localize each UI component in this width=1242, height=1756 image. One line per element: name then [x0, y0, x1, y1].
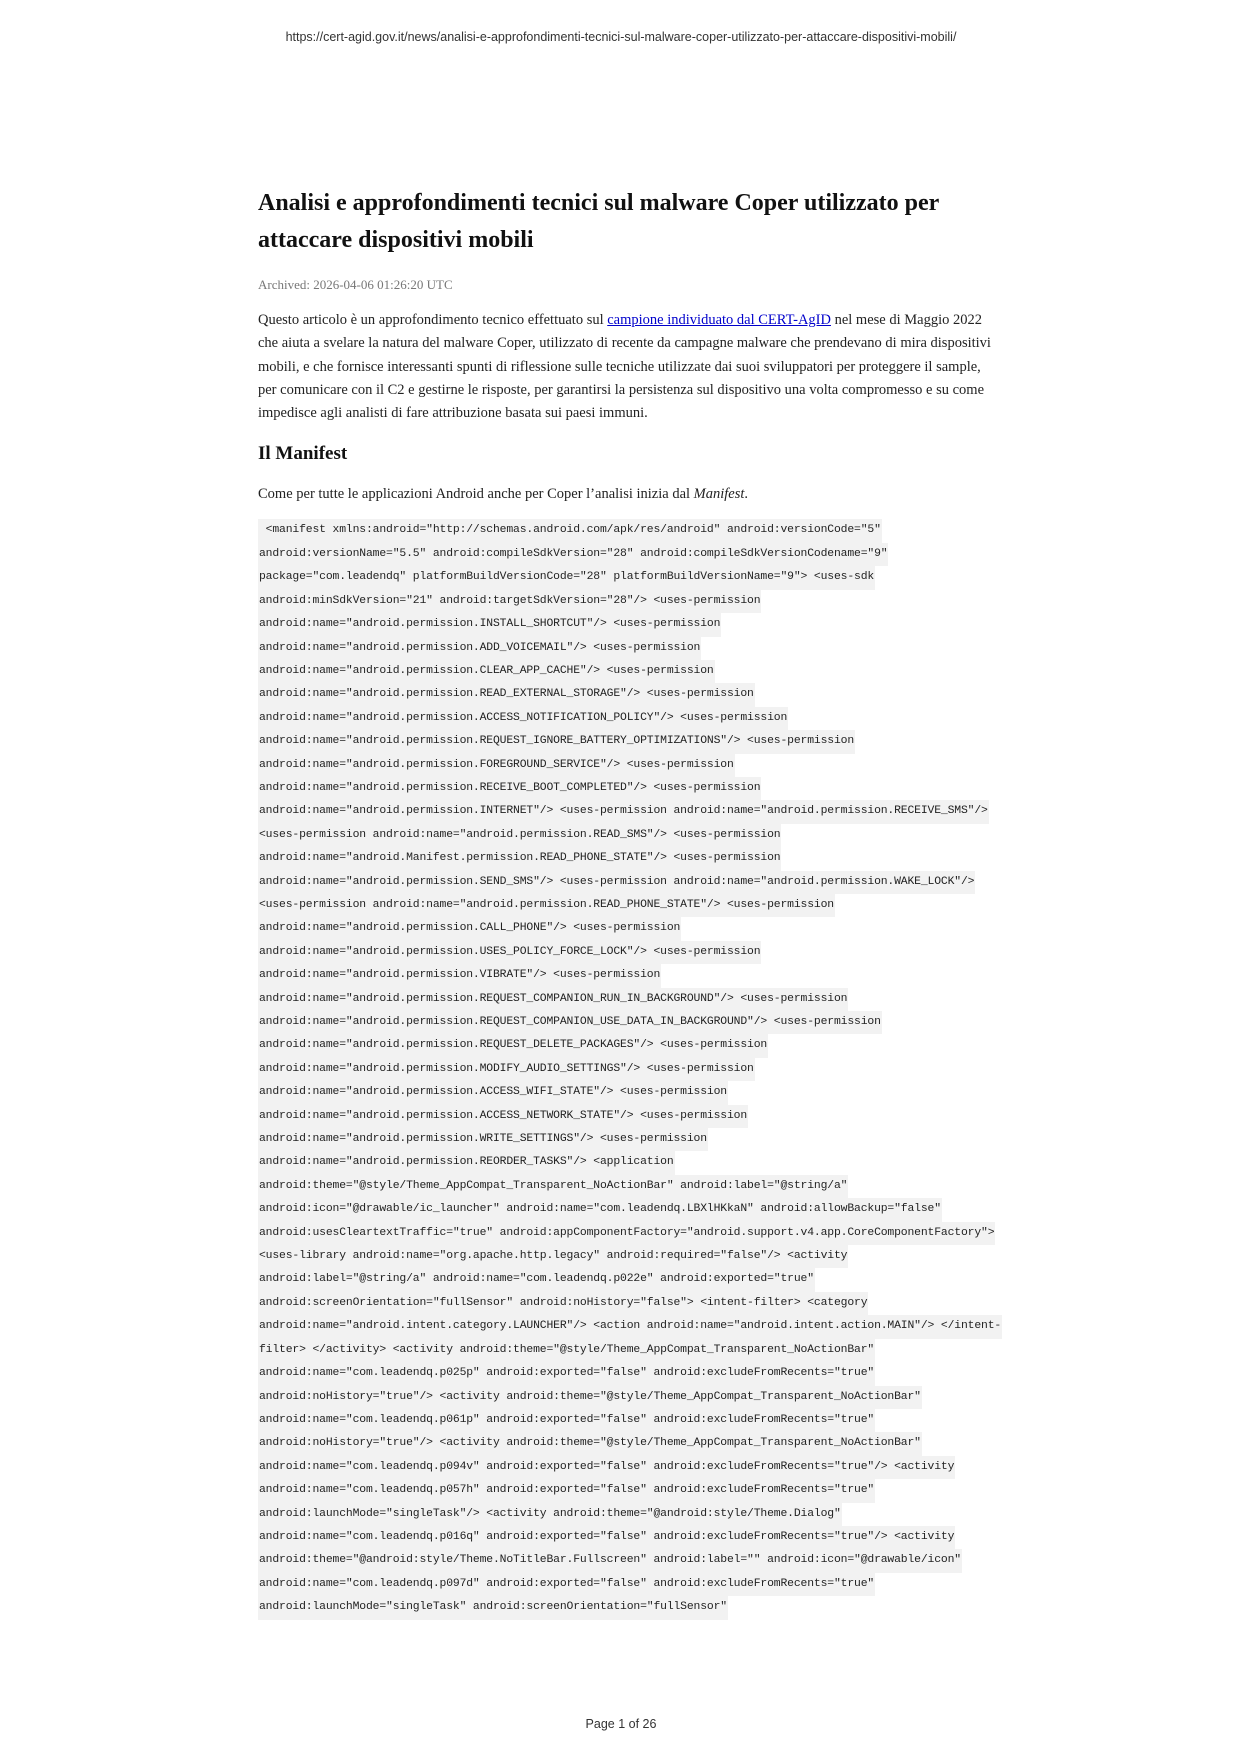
code-line: android:name="android.permission.INSTALL_SHORTCUT"/> <uses-permission: [258, 613, 721, 636]
page-url: https://cert-agid.gov.it/news/analisi-e-approfondimenti-tecnici-sul-malware-coper-utilizzato-per-attaccare-dispositivi-mobili/: [285, 30, 957, 44]
manifest-emphasis: Manifest: [693, 486, 745, 503]
archived-timestamp: Archived: 2026-04-06 01:26:20 UTC: [258, 277, 453, 292]
code-line: android:name="android.permission.REQUEST_COMPANION_USE_DATA_IN_BACKGROUND"/> <uses-permission: [258, 1011, 882, 1034]
code-line: android:noHistory="true"/> <activity android:theme="@style/Theme_AppCompat_Transparent_NoActionBar": [258, 1386, 922, 1409]
code-line: android:usesCleartextTraffic="true" android:appComponentFactory="android.support.v4.app.CoreComponentFactory">: [258, 1222, 995, 1245]
code-line: android:name="android.permission.READ_EXTERNAL_STORAGE"/> <uses-permission: [258, 683, 755, 706]
code-line: android:label="@string/a" android:name="com.leadendq.p022e" android:exported="true": [258, 1268, 815, 1291]
manifest-code-block: [258, 519, 1002, 1619]
code-line: android:name="android.permission.SEND_SMS"/> <uses-permission android:name="android.permission.WAKE_LOCK"/>: [258, 871, 975, 894]
code-line: android:name="android.permission.REQUEST_DELETE_PACKAGES"/> <uses-permission: [258, 1034, 768, 1057]
code-line: android:noHistory="true"/> <activity android:theme="@style/Theme_AppCompat_Transparent_NoActionBar": [258, 1432, 922, 1455]
code-line: android:name="android.permission.USES_POLICY_FORCE_LOCK"/> <uses-permission: [258, 941, 761, 964]
code-line: filter> </activity> <activity android:theme="@style/Theme_AppCompat_Transparent_NoActionBar": [258, 1339, 875, 1362]
code-line: android:minSdkVersion="21" android:targetSdkVersion="28"/> <uses-permission: [258, 590, 761, 613]
code-line: android:theme="@android:style/Theme.NoTitleBar.Fullscreen" android:label="" android:icon="@drawable/icon": [258, 1549, 962, 1572]
code-line: android:name="android.permission.INTERNET"/> <uses-permission android:name="android.permission.RECEIVE_SMS"/>: [258, 800, 989, 823]
code-line: android:name="com.leadendq.p094v" android:exported="false" android:excludeFromRecents="true"/> <activity: [258, 1456, 955, 1479]
code-line: <uses-permission android:name="android.permission.READ_SMS"/> <uses-permission: [258, 824, 781, 847]
code-line: android:name="android.permission.MODIFY_AUDIO_SETTINGS"/> <uses-permission: [258, 1058, 755, 1081]
intro-text-before: Questo articolo è un approfondimento tecnico effettuato sul: [258, 312, 608, 328]
code-line: android:name="android.permission.ACCESS_NETWORK_STATE"/> <uses-permission: [258, 1105, 748, 1128]
code-line: <uses-library android:name="org.apache.http.legacy" android:required="false"/> <activity: [258, 1245, 848, 1268]
code-line: android:launchMode="singleTask"/> <activity android:theme="@android:style/Theme.Dialog": [258, 1503, 842, 1526]
cert-agid-sample-link[interactable]: campione individuato dal CERT-AgID: [607, 312, 831, 328]
section-heading-manifest: Il Manifest: [258, 443, 348, 465]
code-line: android:name="android.permission.VIBRATE"/> <uses-permission: [258, 964, 661, 987]
intro-paragraph: [258, 309, 998, 425]
code-line: android:name="com.leadendq.p057h" android:exported="false" android:excludeFromRecents="true": [258, 1479, 875, 1502]
code-line: <manifest xmlns:android="http://schemas.android.com/apk/res/android" android:versionCode="5": [258, 519, 882, 542]
code-line: android:name="android.permission.REQUEST_COMPANION_RUN_IN_BACKGROUND"/> <uses-permission: [258, 988, 848, 1011]
code-line: android:name="android.permission.ACCESS_NOTIFICATION_POLICY"/> <uses-permission: [258, 707, 788, 730]
page-number: Page 1 of 26: [585, 1717, 657, 1731]
code-line: android:name="android.permission.WRITE_SETTINGS"/> <uses-permission: [258, 1128, 708, 1151]
code-line: android:name="android.permission.CLEAR_APP_CACHE"/> <uses-permission: [258, 660, 715, 683]
code-line: android:launchMode="singleTask" android:screenOrientation="fullSensor": [258, 1596, 728, 1619]
intro-text-after: nel mese di Maggio 2022 che aiuta a svelare la natura del malware Coper, utilizzato di recente da campagne malware che prendevano di mira dispositivi mobili, e che fornisce interessanti spunti di riflessione sulle tecniche utilizzate dai suoi sviluppatori per proteggere il sample, per comunicare con il C2 e gestirne le risposte, per garantirsi la persistenza sul dispositivo una volta compromesso e su come impedisce agli analisti di fare attribuzione basata sui paesi immuni.: [258, 312, 991, 422]
code-line: android:name="android.intent.category.LAUNCHER"/> <action android:name="android.intent.action.MAIN"/> </intent-: [258, 1315, 1002, 1338]
code-line: android:versionName="5.5" android:compileSdkVersion="28" android:compileSdkVersionCodename="9": [258, 543, 888, 566]
code-line: android:name="com.leadendq.p025p" android:exported="false" android:excludeFromRecents="true": [258, 1362, 875, 1385]
code-line: android:name="android.permission.FOREGROUND_SERVICE"/> <uses-permission: [258, 754, 735, 777]
article-title-line1: Analisi e approfondimenti tecnici sul malware Coper utilizzato per: [258, 190, 940, 216]
code-line: android:name="android.permission.RECEIVE_BOOT_COMPLETED"/> <uses-permission: [258, 777, 761, 800]
code-line: android:name="android.permission.ADD_VOICEMAIL"/> <uses-permission: [258, 637, 701, 660]
article-title-line2: attaccare dispositivi mobili: [258, 227, 534, 253]
article: [258, 185, 1002, 1620]
code-line: android:screenOrientation="fullSensor" android:noHistory="false"> <intent-filter> <category: [258, 1292, 868, 1315]
manifest-intro-paragraph: [258, 486, 998, 503]
code-line: android:theme="@style/Theme_AppCompat_Transparent_NoActionBar" android:label="@string/a": [258, 1175, 848, 1198]
code-line: android:name="android.permission.ACCESS_WIFI_STATE"/> <uses-permission: [258, 1081, 728, 1104]
article-title: [258, 185, 998, 259]
code-line: android:name="com.leadendq.p061p" android:exported="false" android:excludeFromRecents="true": [258, 1409, 875, 1432]
code-line: package="com.leadendq" platformBuildVersionCode="28" platformBuildVersionName="9"> <uses-sdk: [258, 566, 875, 589]
code-line: android:name="android.Manifest.permission.READ_PHONE_STATE"/> <uses-permission: [258, 847, 781, 870]
manifest-intro-end: .: [744, 486, 749, 503]
code-line: android:name="com.leadendq.p097d" android:exported="false" android:excludeFromRecents="true": [258, 1573, 875, 1596]
code-line: android:name="android.permission.CALL_PHONE"/> <uses-permission: [258, 917, 681, 940]
code-line: <uses-permission android:name="android.permission.READ_PHONE_STATE"/> <uses-permission: [258, 894, 835, 917]
code-line: android:name="android.permission.REQUEST_IGNORE_BATTERY_OPTIMIZATIONS"/> <uses-permission: [258, 730, 855, 753]
code-line: android:icon="@drawable/ic_launcher" android:name="com.leadendq.LBXlHKkaN" android:allowBackup="false": [258, 1198, 942, 1221]
manifest-intro-text: Come per tutte le applicazioni Android anche per Coper l’analisi inizia dal: [258, 486, 694, 503]
code-line: android:name="android.permission.REORDER_TASKS"/> <application: [258, 1151, 675, 1174]
code-line: android:name="com.leadendq.p016q" android:exported="false" android:excludeFromRecents="true"/> <activity: [258, 1526, 955, 1549]
